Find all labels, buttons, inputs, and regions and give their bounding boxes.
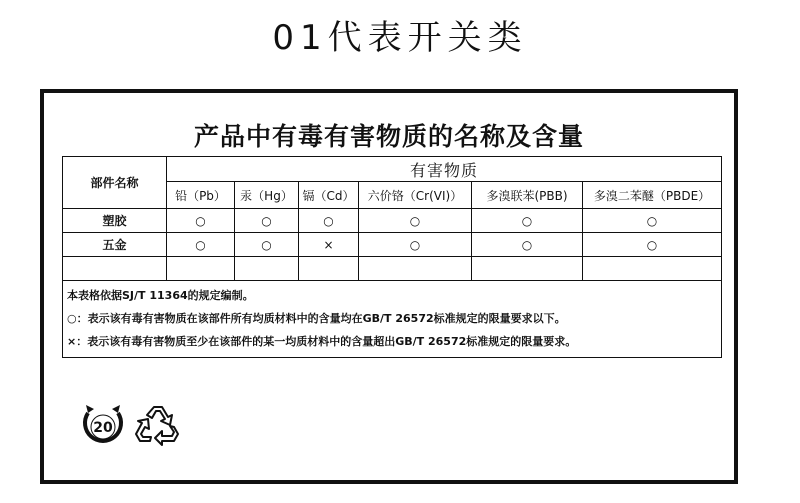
table-cell: × (299, 233, 359, 257)
table-cell (359, 257, 472, 281)
table-cell: ○ (235, 233, 299, 257)
substance-header-cr6: 六价铬（Cr(VI)） (359, 182, 472, 209)
table-cell (299, 257, 359, 281)
efup-20-logo-icon (80, 403, 126, 447)
table-cell (235, 257, 299, 281)
table-cell: ○ (583, 209, 722, 233)
table-cell: ○ (359, 233, 472, 257)
table-cell: ○ (167, 233, 235, 257)
table-cell: ○ (583, 233, 722, 257)
note-cross-meaning: ×：表示该有毒有害物质至少在该部件的某一均质材料中的含量超出GB/T 26572标准规定的限量要求。 (67, 335, 577, 348)
substance-group-header: 有害物质 (167, 157, 722, 182)
table-cell: ○ (235, 209, 299, 233)
table-notes (63, 281, 722, 358)
table-cell: ○ (299, 209, 359, 233)
table-cell: ○ (472, 209, 583, 233)
part-name-cell: 五金 (63, 233, 167, 257)
substance-header-hg: 汞（Hg） (235, 182, 299, 209)
table-cell: ○ (472, 233, 583, 257)
table-row (63, 257, 722, 281)
note-circle-meaning: ○：表示该有毒有害物质在该部件所有均质材料中的含量均在GB/T 26572标准规定的限量要求以下。 (67, 312, 566, 325)
efup-years-label: 20 (93, 420, 113, 436)
table-cell (583, 257, 722, 281)
substance-header-pb: 铅（Pb） (167, 182, 235, 209)
page-heading: 01代表开关类 (272, 18, 528, 58)
substance-header-cd: 镉（Cd） (299, 182, 359, 209)
substance-header-pbb: 多溴联苯(PBB) (472, 182, 583, 209)
table-cell: ○ (359, 209, 472, 233)
part-name-cell (63, 257, 167, 281)
table-cell (167, 257, 235, 281)
document-title: 产品中有毒有害物质的名称及含量 (193, 122, 584, 151)
table-cell (472, 257, 583, 281)
table-row (63, 233, 722, 257)
substance-header-pbde: 多溴二苯醚（PBDE） (583, 182, 722, 209)
table-row (63, 209, 722, 233)
note-standard: 本表格依据SJ/T 11364的规定编制。 (67, 289, 254, 302)
part-name-cell: 塑胶 (63, 209, 167, 233)
hazardous-substance-table (62, 156, 722, 358)
part-name-header: 部件名称 (63, 157, 167, 209)
recycle-icon (134, 401, 182, 447)
table-cell: ○ (167, 209, 235, 233)
